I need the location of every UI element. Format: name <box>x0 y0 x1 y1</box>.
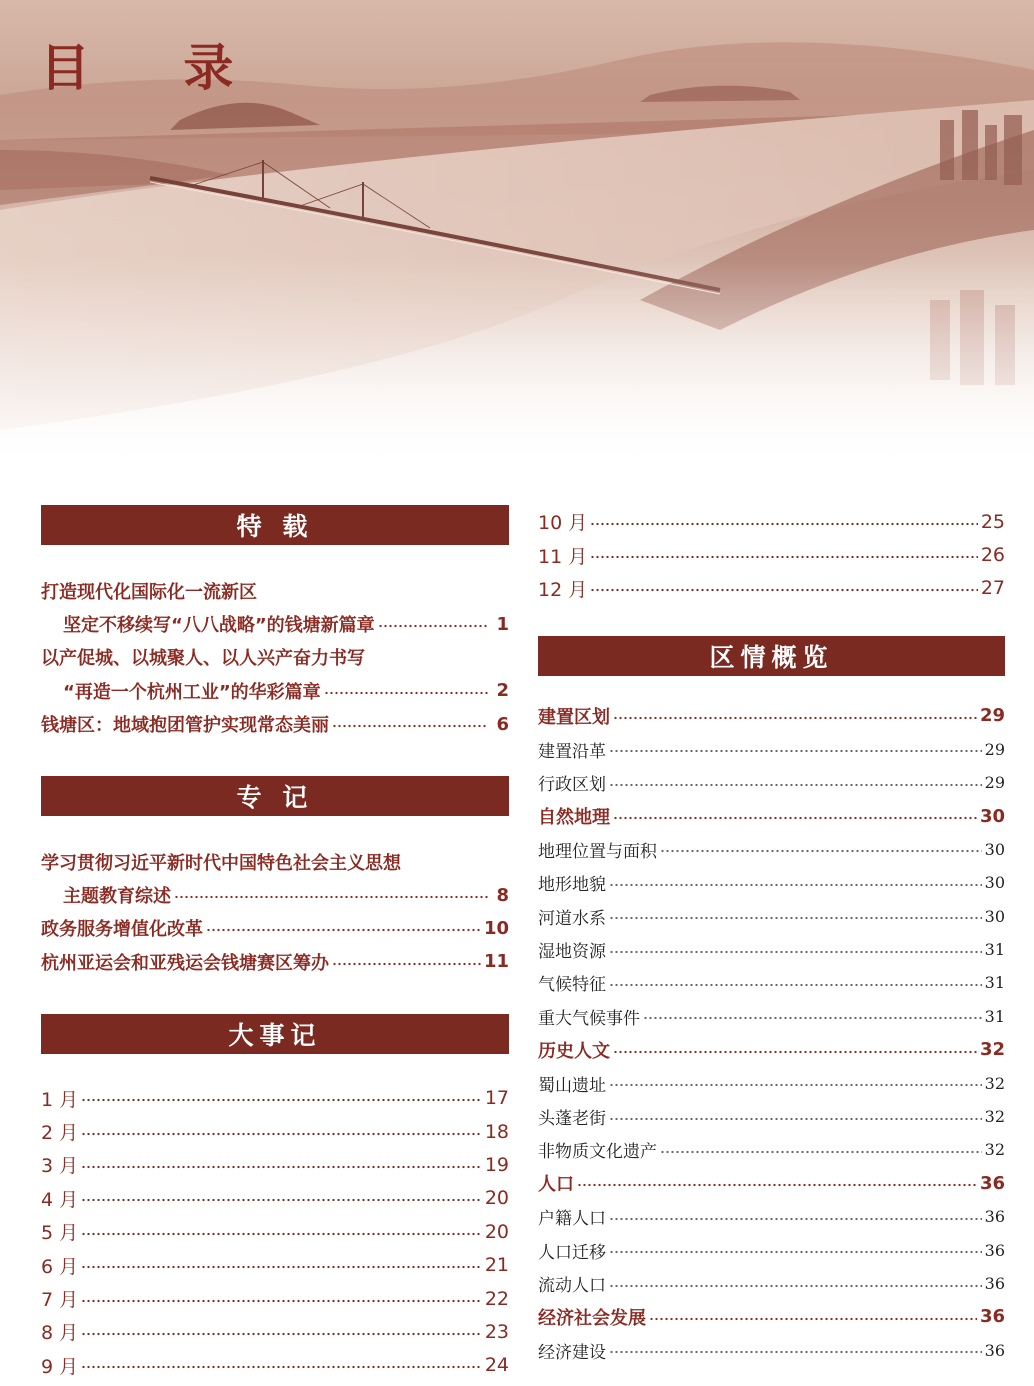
toc-entry-title: 主题教育综述 <box>63 886 171 908</box>
toc-page-number: 27 <box>980 577 1005 600</box>
toc-month-entry[interactable] <box>41 1282 509 1315</box>
toc-entry-title: 人口迁移 <box>538 1242 606 1263</box>
toc-month-entry[interactable] <box>41 1349 509 1382</box>
toc-sub-entry[interactable] <box>538 900 1005 933</box>
toc-page-number: 32 <box>979 1039 1005 1061</box>
toc-entry-title: 气候特征 <box>538 975 606 996</box>
toc-page-number: 10 <box>483 917 509 939</box>
toc-entry[interactable] <box>41 878 509 911</box>
dot-leader <box>609 983 982 987</box>
toc-page-number: 20 <box>484 1187 509 1210</box>
toc-entry[interactable] <box>41 674 509 707</box>
toc-page-number: 32 <box>984 1107 1005 1127</box>
toc-page-number: 1 <box>496 613 509 635</box>
toc-page-number: 30 <box>979 805 1005 827</box>
dot-leader <box>81 1365 482 1369</box>
toc-month-entry[interactable] <box>41 1115 509 1148</box>
toc-page-number: 6 <box>496 713 509 735</box>
toc-page-number: 2 <box>496 680 509 702</box>
dot-leader <box>590 588 978 592</box>
dot-leader <box>660 1150 982 1154</box>
dot-leader <box>206 928 481 932</box>
dot-leader <box>332 962 481 966</box>
dot-leader <box>649 1317 977 1321</box>
dot-leader <box>174 895 488 899</box>
toc-entry-title: 10 月 <box>538 512 588 535</box>
toc-page-number: 29 <box>984 773 1005 793</box>
dot-leader <box>378 624 488 628</box>
toc-month-entry[interactable] <box>41 1148 509 1181</box>
toc-page-number: 18 <box>484 1120 509 1143</box>
dot-leader <box>590 522 978 526</box>
toc-entry[interactable] <box>41 607 509 640</box>
section-header-dashiji: 大事记 <box>41 1014 509 1054</box>
toc-page-number: 30 <box>984 839 1005 859</box>
toc-entry[interactable] <box>41 912 509 945</box>
toc-entry-title: 学习贯彻习近平新时代中国特色社会主义思想 <box>41 852 401 874</box>
dot-leader <box>81 1098 482 1102</box>
toc-month-entry[interactable] <box>41 1248 509 1281</box>
toc-page-number: 22 <box>484 1287 509 1310</box>
toc-entry-title: 11 月 <box>538 545 588 568</box>
toc-sub-entry[interactable] <box>538 1267 1005 1300</box>
toc-page-number: 32 <box>984 1073 1005 1093</box>
toc-page-number: 30 <box>984 873 1005 893</box>
toc-entry[interactable] <box>41 574 509 607</box>
dot-leader <box>609 916 982 920</box>
dot-leader <box>81 1265 482 1269</box>
toc-group-entry[interactable] <box>538 1167 1005 1200</box>
toc-entry-title: 政务服务增值化改革 <box>41 919 203 941</box>
section-header-quqing: 区情概览 <box>538 636 1005 676</box>
toc-page-number: 36 <box>984 1207 1005 1227</box>
toc-sub-entry[interactable] <box>538 1233 1005 1266</box>
toc-page-number: 8 <box>496 884 509 906</box>
toc-page-number: 23 <box>484 1320 509 1343</box>
toc-entry-title: 历史人文 <box>538 1040 610 1062</box>
toc-page-number: 36 <box>984 1240 1005 1260</box>
toc-sub-entry[interactable] <box>538 766 1005 799</box>
dot-leader <box>660 849 982 853</box>
toc-page-number: 19 <box>484 1153 509 1176</box>
toc-entry-title: 河道水系 <box>538 908 606 929</box>
dot-leader <box>609 1350 982 1354</box>
toc-entry-title: 1 月 <box>41 1088 79 1111</box>
toc-entry-title: “再造一个杭州工业”的华彩篇章 <box>63 681 321 703</box>
toc-entry-title: 地形地貌 <box>538 875 606 896</box>
toc-entry[interactable] <box>41 845 509 878</box>
toc-entry-title: 5 月 <box>41 1222 79 1245</box>
dot-leader <box>81 1132 482 1136</box>
dot-leader <box>609 950 982 954</box>
toc-entry-title: 户籍人口 <box>538 1209 606 1230</box>
dot-leader <box>613 816 977 820</box>
toc-month-entry[interactable] <box>538 572 1005 605</box>
toc-page-number: 31 <box>984 973 1005 993</box>
dot-leader <box>609 783 982 787</box>
toc-entry-title: 经济社会发展 <box>538 1307 646 1329</box>
toc-entry-title: 9 月 <box>41 1355 79 1378</box>
toc-page-number: 21 <box>484 1254 509 1277</box>
toc-page-number: 36 <box>984 1340 1005 1360</box>
section-header-tezai: 特 载 <box>41 505 509 545</box>
dot-leader <box>613 716 977 720</box>
toc-month-entry[interactable] <box>41 1215 509 1248</box>
dot-leader <box>613 1050 977 1054</box>
toc-entry-title: 坚定不移续写“八八战略”的钱塘新篇章 <box>63 615 375 637</box>
toc-month-entry[interactable] <box>41 1315 509 1348</box>
section-header-zhuanji: 专 记 <box>41 776 509 816</box>
toc-sub-entry[interactable] <box>538 1000 1005 1033</box>
toc-entry-title: 8 月 <box>41 1322 79 1345</box>
toc-sub-entry[interactable] <box>538 1066 1005 1099</box>
dot-leader <box>324 691 488 695</box>
dot-leader <box>81 1165 482 1169</box>
toc-month-entry[interactable] <box>538 538 1005 571</box>
toc-entry-title: 行政区划 <box>538 775 606 796</box>
toc-left-column <box>41 505 509 1382</box>
dot-leader <box>81 1299 482 1303</box>
dot-leader <box>609 883 982 887</box>
dot-leader <box>609 749 982 753</box>
toc-sub-entry[interactable] <box>538 1133 1005 1166</box>
toc-entry-title: 非物质文化遗产 <box>538 1142 657 1163</box>
toc-page-number: 29 <box>979 705 1005 727</box>
toc-page-number: 36 <box>979 1172 1005 1194</box>
toc-sub-entry[interactable] <box>538 1334 1005 1367</box>
toc-month-entry[interactable] <box>41 1182 509 1215</box>
toc-entry-title: 2 月 <box>41 1122 79 1145</box>
toc-page-number: 31 <box>984 940 1005 960</box>
toc-page-number: 20 <box>484 1220 509 1243</box>
toc-entry-title: 建置区划 <box>538 706 610 728</box>
dot-leader <box>609 1083 982 1087</box>
dot-leader <box>609 1284 982 1288</box>
toc-entry-title: 钱塘区：地域抱团管护实现常态美丽 <box>41 715 329 737</box>
toc-page-number: 36 <box>979 1306 1005 1328</box>
toc-entry-title: 杭州亚运会和亚残运会钱塘赛区筹办 <box>41 952 329 974</box>
toc-entry-title: 流动人口 <box>538 1276 606 1296</box>
toc-page-number: 29 <box>984 739 1005 759</box>
toc-sub-entry[interactable] <box>538 1100 1005 1133</box>
toc-entry-title: 地理位置与面积 <box>538 841 657 862</box>
dot-leader <box>609 1250 982 1254</box>
toc-page-number: 17 <box>484 1087 509 1110</box>
toc-entry-title: 4 月 <box>41 1188 79 1211</box>
toc-page-number: 32 <box>984 1140 1005 1160</box>
toc-entry-title: 重大气候事件 <box>538 1008 640 1029</box>
toc-page-number: 31 <box>984 1006 1005 1026</box>
toc-entry[interactable] <box>41 641 509 674</box>
toc-page-number: 26 <box>980 544 1005 567</box>
dot-leader <box>643 1016 982 1020</box>
toc-entry-title: 头蓬老街 <box>538 1109 606 1130</box>
toc-sub-entry[interactable] <box>538 966 1005 999</box>
toc-entry-title: 以产促城、以城聚人、以人兴产奋力书写 <box>41 648 365 670</box>
toc-month-entry[interactable] <box>538 505 1005 538</box>
toc-entry-title: 湿地资源 <box>538 942 606 963</box>
toc-page-number: 24 <box>484 1354 509 1377</box>
toc-sub-entry[interactable] <box>538 833 1005 866</box>
toc-month-entry[interactable] <box>41 1082 509 1115</box>
dot-leader <box>577 1183 977 1187</box>
dot-leader <box>609 1117 982 1121</box>
dot-leader <box>332 724 488 728</box>
toc-group-entry[interactable] <box>538 799 1005 832</box>
toc-right-column <box>538 505 1005 1367</box>
toc-entry[interactable] <box>41 945 509 978</box>
cover-photo <box>0 0 1034 470</box>
toc-entry[interactable] <box>41 708 509 741</box>
toc-page-number: 30 <box>984 906 1005 926</box>
dot-leader <box>609 1217 982 1221</box>
dot-leader <box>81 1332 482 1336</box>
toc-sub-entry[interactable] <box>538 733 1005 766</box>
toc-entry-title: 人口 <box>538 1174 574 1196</box>
toc-page-number: 25 <box>980 510 1005 533</box>
toc-group-entry[interactable] <box>538 1300 1005 1333</box>
toc-entry-title: 蜀山遗址 <box>538 1075 606 1096</box>
page-title: 目 录 <box>40 38 272 97</box>
toc-page-number: 11 <box>483 951 509 973</box>
toc-entry-title: 经济建设 <box>538 1342 606 1363</box>
toc-group-entry[interactable] <box>538 1033 1005 1066</box>
toc-entry-title: 建置沿革 <box>538 741 606 762</box>
toc-entry-title: 6 月 <box>41 1255 79 1278</box>
toc-group-entry[interactable] <box>538 699 1005 732</box>
toc-entry-title: 12 月 <box>538 578 588 601</box>
toc-entry-title: 3 月 <box>41 1155 79 1178</box>
toc-page-number: 36 <box>984 1274 1005 1293</box>
toc-entry-title: 打造现代化国际化一流新区 <box>41 581 257 603</box>
toc-sub-entry[interactable] <box>538 933 1005 966</box>
toc-entry-title: 自然地理 <box>538 807 610 829</box>
dot-leader <box>81 1198 482 1202</box>
toc-sub-entry[interactable] <box>538 1200 1005 1233</box>
toc-entry-title: 7 月 <box>41 1289 79 1312</box>
toc-sub-entry[interactable] <box>538 866 1005 899</box>
dot-leader <box>590 555 978 559</box>
dot-leader <box>81 1232 482 1236</box>
